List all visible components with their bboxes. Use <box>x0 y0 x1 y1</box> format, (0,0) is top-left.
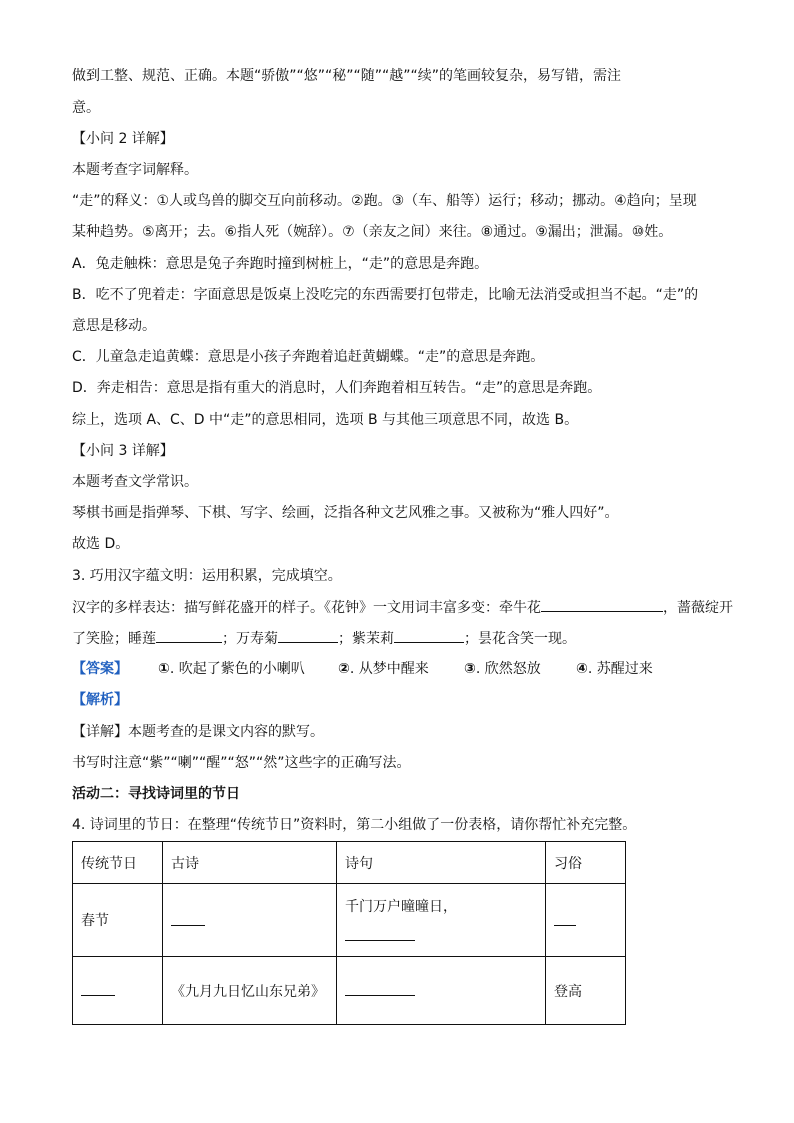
option-a: A．兔走触株：意思是兔子奔跑时撞到树桩上，“走”的意思是奔跑。 <box>72 256 489 272</box>
table-header: 诗句 <box>337 842 546 884</box>
option-c: C．儿童急走追黄蝶：意思是小孩子奔跑着追赶黄蝴蝶。“走”的意思是奔跑。 <box>72 349 545 365</box>
fill-blank <box>81 981 115 996</box>
question-4: 4. 诗词里的节日：在整理“传统节日”资料时，第二小组做了一份表格，请你帮忙补充完整。 <box>72 817 637 833</box>
festival-cell <box>73 957 163 1025</box>
answer-item <box>338 659 429 679</box>
answer-item <box>576 659 653 679</box>
verse-text: 千门万户曈曈日， <box>345 898 457 915</box>
answer-tag: 【答案】 <box>72 661 128 677</box>
text-line: 本题考查字词解释。 <box>72 162 198 178</box>
fill-line <box>72 628 576 649</box>
answer-item <box>158 659 305 679</box>
text-segment: 汉字的多样表达：描写鲜花盛开的样子。《花钟》一文用词丰富多变：牵牛花 <box>72 600 541 616</box>
answer-text: . 从梦中醒来 <box>349 661 429 677</box>
text-segment: ；昙花含笑一现。 <box>464 631 576 647</box>
analysis-tag: 【解析】 <box>72 692 128 708</box>
text-line: 本题考查文学常识。 <box>72 474 198 490</box>
fill-line <box>72 597 733 618</box>
activity-heading: 活动二：寻找诗词里的节日 <box>72 786 240 802</box>
fill-blank <box>345 926 415 941</box>
answer-text: . 吹起了紫色的小喇叭 <box>169 661 305 677</box>
fill-blank <box>541 597 663 612</box>
table-row <box>73 957 626 1025</box>
text-line: 故选 D。 <box>72 536 130 552</box>
text-segment: ，蔷薇绽开 <box>663 600 733 616</box>
answer-number: ④ <box>576 661 588 677</box>
table-header: 传统节日 <box>73 842 163 884</box>
text-line: 做到工整、规范、正确。本题“骄傲”“悠”“秘”“随”“越”“续”的笔画较复杂，易写错，需注 <box>72 68 622 84</box>
text-line: 综上，选项 A、C、D 中“走”的意思相同，选项 B 与其他三项意思不同，故选 B。 <box>72 412 579 428</box>
table-header: 习俗 <box>546 842 626 884</box>
text-segment: ；万寿菊 <box>222 631 278 647</box>
fill-blank <box>394 628 464 643</box>
festival-cell: 春节 <box>73 884 163 957</box>
text-line: 意思是移动。 <box>72 318 156 334</box>
section-heading: 【小问 2 详解】 <box>72 131 174 147</box>
fill-blank <box>345 981 415 996</box>
answer-text: . 欣然怒放 <box>475 661 541 677</box>
poem-cell <box>163 884 337 957</box>
answer-line <box>72 659 712 679</box>
table-header: 古诗 <box>163 842 337 884</box>
custom-cell <box>546 884 626 957</box>
poem-cell: 《九月九日忆山东兄弟》 <box>163 957 337 1025</box>
text-line: 【详解】本题考查的是课文内容的默写。 <box>72 724 324 740</box>
text-segment: ；紫茉莉 <box>338 631 394 647</box>
question-3: 3. 巧用汉字蕴文明：运用积累，完成填空。 <box>72 568 342 584</box>
answer-number: ③ <box>464 661 476 677</box>
fill-blank <box>278 628 338 643</box>
option-d: D．奔走相告：意思是指有重大的消息时，人们奔跑着相互转告。“走”的意思是奔跑。 <box>72 380 602 396</box>
text-line: 琴棋书画是指弹琴、下棋、写字、绘画，泛指各种文艺风雅之事。又被称为“雅人四好”。 <box>72 505 619 521</box>
section-heading: 【小问 3 详解】 <box>72 443 174 459</box>
table-header-row <box>73 842 626 884</box>
text-line: 书写时注意“紫”“喇”“醒”“怒”“然”这些字的正确写法。 <box>72 755 411 771</box>
answer-item <box>464 659 541 679</box>
answer-text: . 苏醒过来 <box>587 661 653 677</box>
answer-number: ① <box>158 661 170 677</box>
table-row <box>73 884 626 957</box>
custom-cell: 登高 <box>546 957 626 1025</box>
fill-blank <box>156 628 222 643</box>
verse-cell <box>337 957 546 1025</box>
text-segment: 了笑脸；睡莲 <box>72 631 156 647</box>
answer-number: ② <box>338 661 350 677</box>
text-line: “走”的释义：①人或鸟兽的脚交互向前移动。②跑。③（车、船等）运行；移动；挪动。④趋向；呈现 <box>72 193 697 209</box>
fill-blank <box>554 911 576 926</box>
text-line: 意。 <box>72 100 100 116</box>
text-line: 某种趋势。⑤离开；去。⑥指人死（婉辞）。⑦（亲友之间）来往。⑧通过。⑨漏出；泄漏。⑩姓。 <box>72 224 673 240</box>
verse-cell <box>337 884 546 957</box>
fill-blank <box>171 911 205 926</box>
option-b: B．吃不了兜着走：字面意思是饭桌上没吃完的东西需要打包带走，比喻无法消受或担当不起。“走”的 <box>72 287 699 303</box>
festival-table <box>72 841 626 1025</box>
